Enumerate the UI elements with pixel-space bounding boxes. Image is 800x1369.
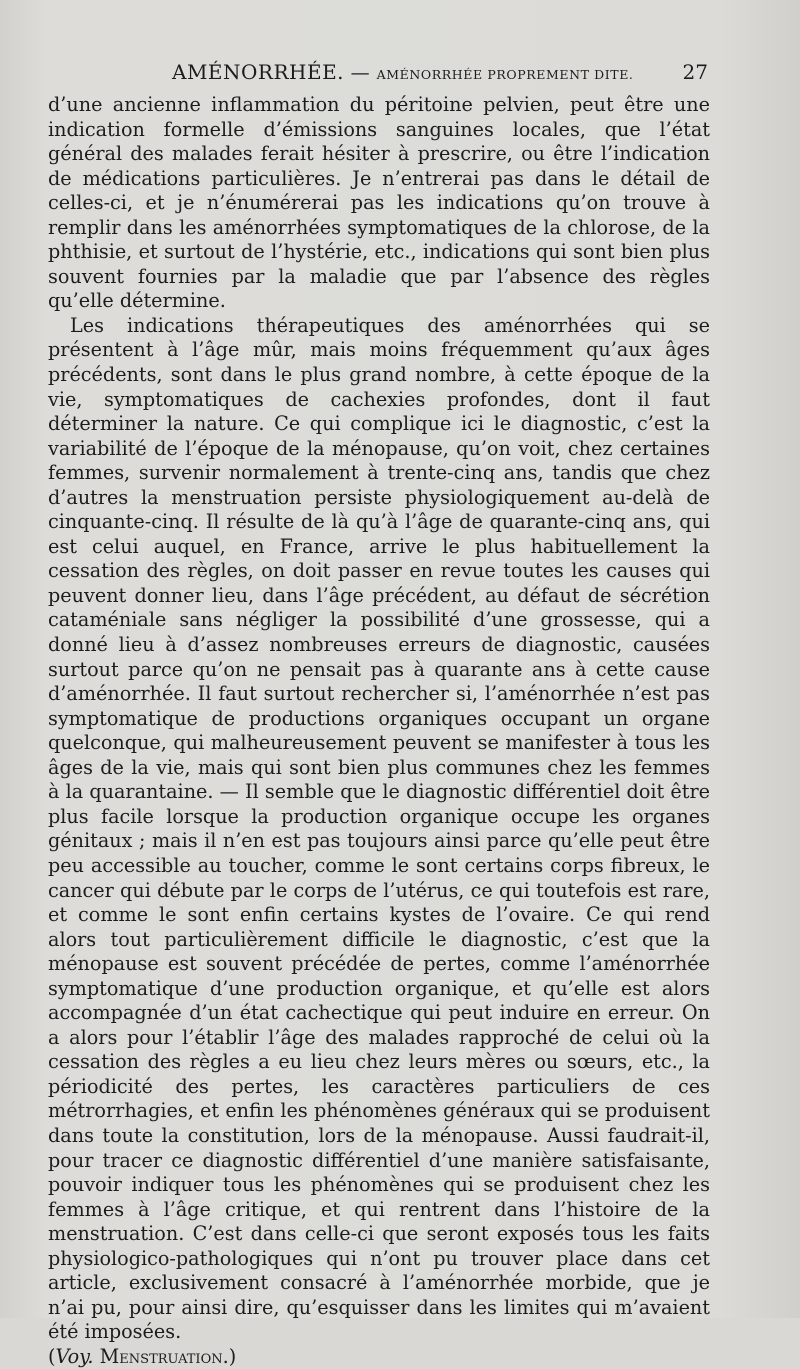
cross-reference bbox=[48, 1345, 710, 1369]
page-number: 27 bbox=[682, 60, 708, 84]
reference-word: Menstruation bbox=[99, 1344, 223, 1368]
paragraph-2: Les indications thérapeutiques des aménorrhées qui se présentent à l’âge mûr, mais moins fréquemment qu’aux âges précédents, sont dans le plus grand nombre, à cette époque de la vie, symptomatiques de cachexies profondes, dont il faut déterminer la nature. Ce qui complique ici le diagnostic, c’est la variabilité de l’époque de la ménopause, qu’on voit, chez certaines femmes, survenir normalement à trente-cinq ans, tandis que chez d’autres la menstruation persiste physiologiquement au-delà de cinquante-cinq. Il résulte de là qu’à l’âge de quarante-cinq ans, qui est celui auquel, en France, arrive le plus habituellement la cessation des règles, on doit passer en revue toutes les causes qui peuvent donner lieu, dans l’âge précédent, au défaut de sécrétion cataméniale sans négliger la possibilité d’une grossesse, qui a donné lieu à d’assez nombreuses erreurs de diagnostic, causées surtout parce qu’on ne pensait pas à quarante ans à cette cause d’aménorrhée. Il faut surtout rechercher si, l’aménorrhée n’est pas symptomatique de productions organiques occupant un organe quelconque, qui malheureusement peuvent se manifester à tous les âges de la vie, mais qui sont bien plus communes chez les femmes à la quarantaine. — Il semble que le diagnostic différentiel doit être plus facile lorsque la production organique occupe les organes génitaux ; mais il n’en est pas toujours ainsi parce qu’elle peut être peu accessible au toucher, comme le sont certains corps fibreux, le cancer qui débute par le corps de l’utérus, ce qui toutefois est rare, et comme le sont enfin certains kystes de l’ovaire. Ce qui rend alors tout particulièrement difficile le diagnostic, c’est que la ménopause est souvent précédée de pertes, comme l’aménorrhée symptomatique d’une production organique, et qu’elle est alors accompagnée d’un état cachectique qui peut induire en erreur. On a alors pour l’établir l’âge des malades rapproché de celui où la cessation des règles a eu lieu chez leurs mères ou sœurs, etc., la périodicité des pertes, les caractères particuliers de ces métrorrhagies, et enfin les phénomènes généraux qui se produisent dans toute la constitution, lors de la ménopause. Aussi faudrait-il, pour tracer ce diagnostic différentiel d’une manière satisfaisante, pouvoir indiquer tous les phénomènes qui se produisent chez les femmes à l’âge critique, et qui rentrent dans l’histoire de la menstruation. C’est dans celle-ci que seront exposés tous les faits physiologico-pathologiques qui n’ont pu trouver place dans cet article, exclusivement consacré à l’aménorrhée morbide, que je n’ai pu, pour ainsi dire, qu’esquisser dans les limites qui m’avaient été imposées. bbox=[48, 313, 710, 1344]
running-header bbox=[48, 58, 712, 88]
body-text bbox=[48, 93, 710, 1369]
reference-close: .) bbox=[222, 1344, 237, 1368]
running-title-dash: — bbox=[344, 62, 377, 84]
paragraph-1: d’une ancienne inflammation du péritoine pelvien, peut être une indication formelle d’émissions sanguines locales, que l’état général des malades ferait hésiter à prescrire, ou être l’indication de médications particulières. Je n’entrerai pas dans le détail de celles-ci, et je n’énumérerai pas les indications qu’on trouve à remplir dans les aménorrhées symptomatiques de la chlorose, de la phthisie, et surtout de l’hystérie, etc., indications qui sont bien plus souvent fournies par la maladie que par l’absence des règles qu’elle détermine. bbox=[48, 93, 710, 313]
running-title-main: AMÉNORRHÉE. bbox=[172, 60, 345, 84]
running-title bbox=[172, 60, 634, 84]
reference-open: ( bbox=[48, 1344, 56, 1368]
reference-voy: Voy. bbox=[55, 1344, 94, 1368]
running-title-sub: AMÉNORRHÉE PROPREMENT DITE. bbox=[376, 67, 634, 82]
